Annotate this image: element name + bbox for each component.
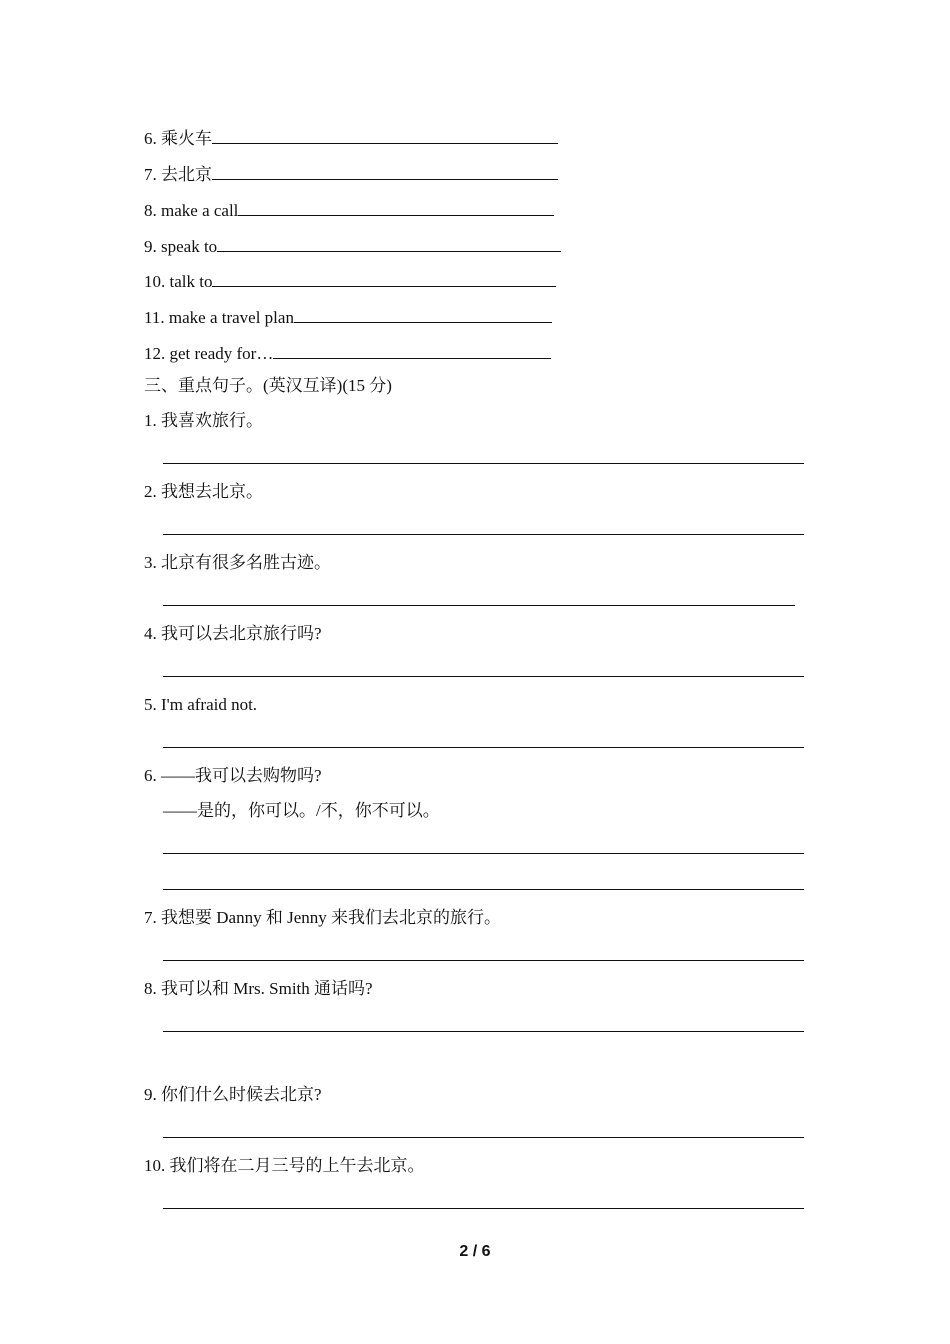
answer-line[interactable] [163,889,804,890]
phrase-12: 12. get ready for… [144,340,551,365]
answer-blank[interactable] [212,125,558,144]
answer-line[interactable] [163,853,804,854]
sentence-10: 10. 我们将在二月三号的上午去北京。 [144,1156,425,1175]
sentence-9: 9. 你们什么时候去北京? [144,1085,322,1104]
answer-line[interactable] [163,605,795,606]
sentence-1: 1. 我喜欢旅行。 [144,411,263,430]
section-heading: 三、重点句子。(英汉互译)(15 分) [144,376,392,395]
answer-line[interactable] [163,1137,804,1138]
phrase-8: 8. make a call [144,197,554,222]
sentence-6-response: ——是的，你可以。/不，你不可以。 [163,801,440,820]
answer-line[interactable] [163,747,804,748]
answer-blank[interactable] [212,268,556,287]
answer-line[interactable] [163,960,804,961]
sentence-7: 7. 我想要 Danny 和 Jenny 来我们去北京的旅行。 [144,908,501,927]
sentence-6: 6. ——我可以去购物吗? [144,766,322,785]
answer-line[interactable] [163,1031,804,1032]
sentence-8: 8. 我可以和 Mrs. Smith 通话吗? [144,979,373,998]
page-number: 2 / 6 [459,1243,491,1260]
answer-blank[interactable] [212,161,558,180]
phrase-6: 6. 乘火车 [144,125,558,150]
sentence-3: 3. 北京有很多名胜古迹。 [144,553,331,572]
answer-blank[interactable] [273,340,551,359]
answer-blank[interactable] [217,233,561,252]
sentence-5: 5. I'm afraid not. [144,695,258,714]
sentence-4: 4. 我可以去北京旅行吗? [144,624,322,643]
answer-line[interactable] [163,463,804,464]
answer-line[interactable] [163,676,804,677]
phrase-11: 11. make a travel plan [144,304,552,329]
sentence-2: 2. 我想去北京。 [144,482,263,501]
answer-line[interactable] [163,1208,804,1209]
answer-blank[interactable] [294,304,552,323]
answer-blank[interactable] [238,197,554,216]
phrase-9: 9. speak to [144,233,561,258]
phrase-10: 10. talk to [144,268,556,293]
phrase-7: 7. 去北京 [144,161,558,186]
answer-line[interactable] [163,534,804,535]
